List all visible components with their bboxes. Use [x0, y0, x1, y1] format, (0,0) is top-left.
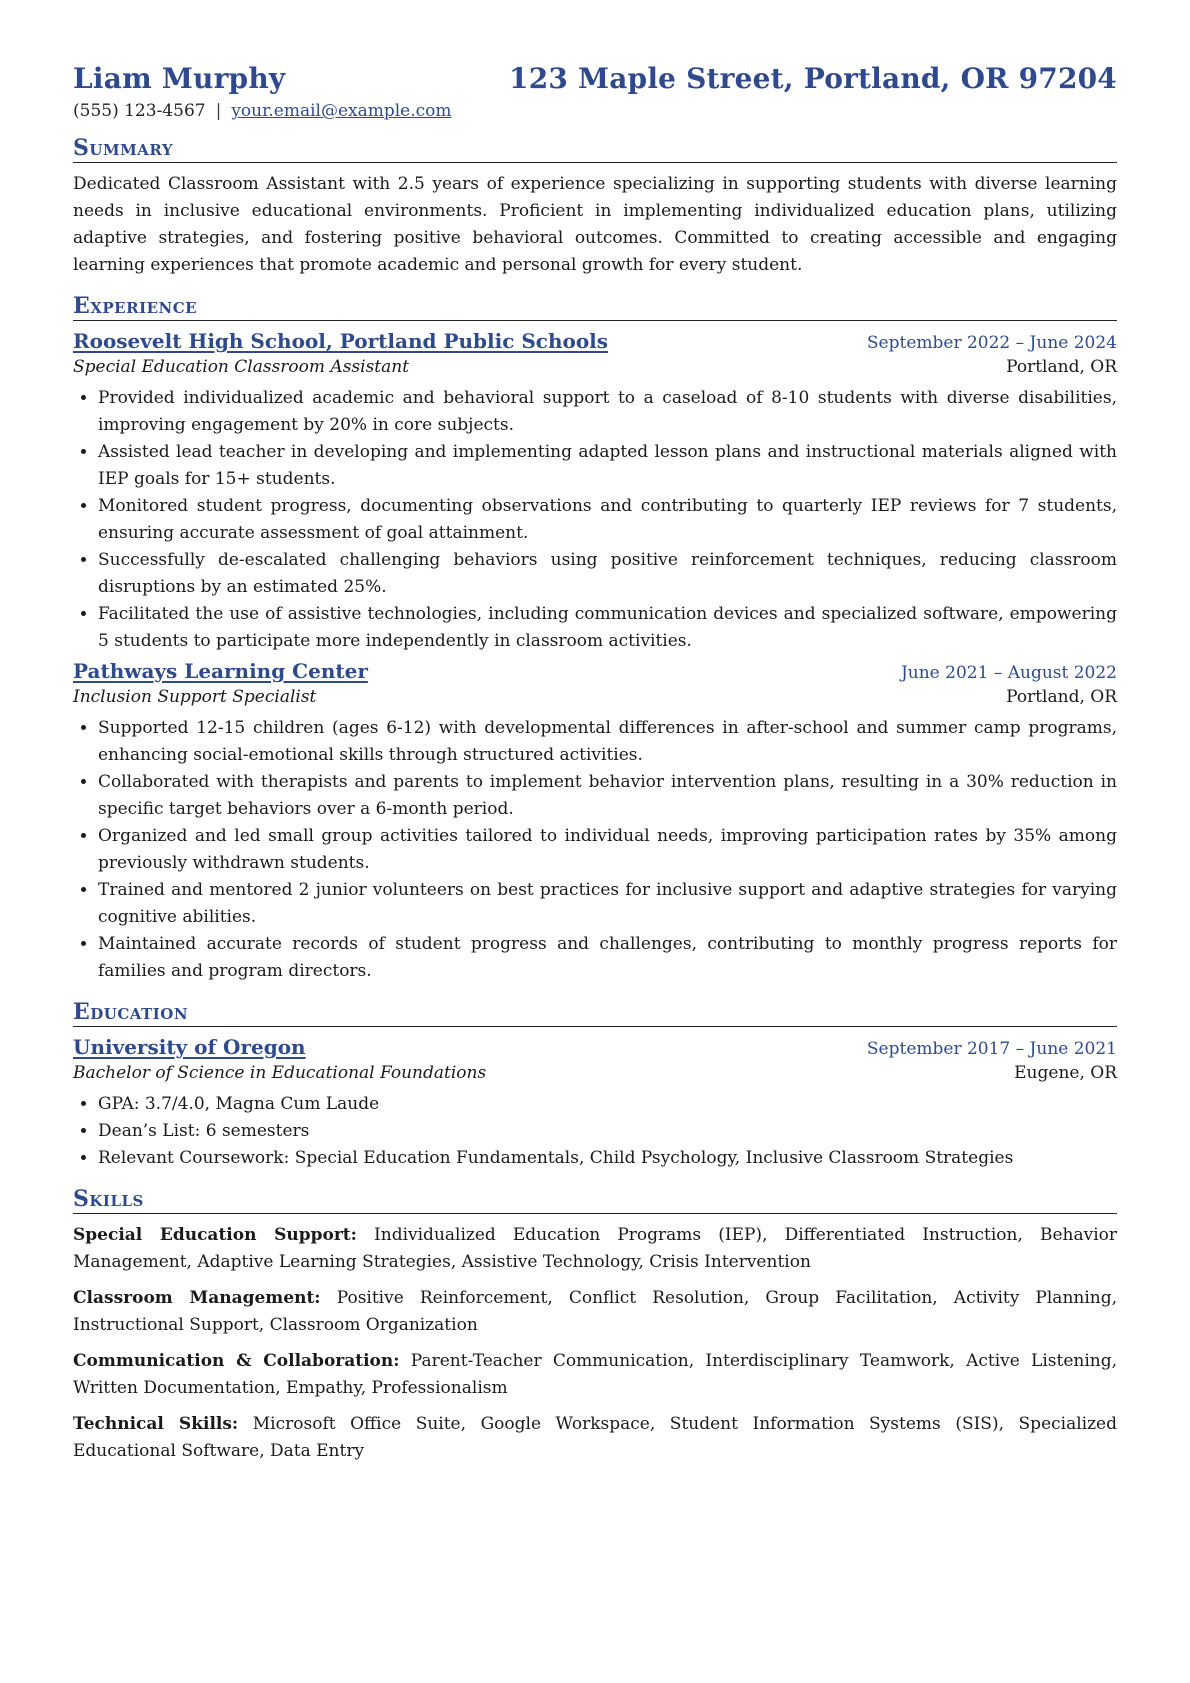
education-entry: [73, 1035, 1117, 1172]
section-title-skills: Skills: [73, 1186, 1117, 1214]
list-item: • Successfully de-escalated challenging behaviors using positive reinforcement techniques, reducing classroom disruptions by an estimated 25%.: [98, 547, 1117, 601]
skill-group-items: Individualized Education Programs (IEP), Differentiated Instruction, Behavior Management, Adaptive Learning Strategies, Assistive Technology, Crisis Intervention: [73, 1225, 1118, 1272]
list-item: • Facilitated the use of assistive technologies, including communication devices and specialized software, empowering 5 students to participate more independently in classroom activities.: [98, 601, 1117, 655]
degree-title: Bachelor of Science in Educational Foundations: [73, 1063, 487, 1083]
contact-separator: |: [215, 101, 222, 121]
section-title-experience: Experience: [73, 293, 1117, 321]
skill-group-label: Communication & Collaboration:: [73, 1351, 400, 1371]
list-item: • Relevant Coursework: Special Education Fundamentals, Child Psychology, Inclusive Classroom Strategies: [98, 1145, 1117, 1172]
school-name[interactable]: University of Oregon: [73, 1035, 306, 1059]
education-dates: September 2017 – June 2021: [866, 1039, 1117, 1059]
list-item: • Collaborated with therapists and parents to implement behavior intervention plans, resulting in a 30% reduction in specific target behaviors over a 6-month period.: [98, 769, 1117, 823]
skill-group: [73, 1285, 1117, 1339]
skill-group-items: Microsoft Office Suite, Google Workspace, Student Information Systems (SIS), Specialized Educational Software, Data Entry: [73, 1414, 1117, 1461]
experience-entry: [73, 659, 1117, 985]
skill-group: [73, 1411, 1117, 1465]
skill-group-label: Special Education Support:: [73, 1225, 357, 1245]
list-item: • Maintained accurate records of student progress and challenges, contributing to monthly progress reports for families and program directors.: [98, 931, 1117, 985]
list-item: • Trained and mentored 2 junior volunteers on best practices for inclusive support and adaptive strategies for varying cognitive abilities.: [98, 877, 1117, 931]
skill-group-items: Parent-Teacher Communication, Interdisciplinary Teamwork, Active Listening, Written Documentation, Empathy, Professionalism: [73, 1351, 1118, 1398]
list-item: • Provided individualized academic and behavioral support to a caseload of 8-10 students with diverse disabilities, improving engagement by 20% in core subjects.: [98, 385, 1117, 439]
list-item: • GPA: 3.7/4.0, Magna Cum Laude: [98, 1091, 1117, 1118]
candidate-address: 123 Maple Street, Portland, OR 97204: [509, 62, 1117, 95]
experience-entry: [73, 329, 1117, 655]
employer-name[interactable]: Pathways Learning Center: [73, 659, 368, 683]
job-title: Inclusion Support Specialist: [73, 687, 317, 707]
job-location: Portland, OR: [1006, 357, 1117, 377]
employment-dates: June 2021 – August 2022: [900, 663, 1117, 683]
list-item: • Organized and led small group activities tailored to individual needs, improving participation rates by 35% among previously withdrawn students.: [98, 823, 1117, 877]
job-location: Portland, OR: [1006, 687, 1117, 707]
list-item: • Dean’s List: 6 semesters: [98, 1118, 1117, 1145]
section-title-summary: Summary: [73, 135, 1117, 163]
list-item: • Monitored student progress, documenting observations and contributing to quarterly IEP reviews for 7 students, ensuring accurate assessment of goal attainment.: [98, 493, 1117, 547]
skill-group: [73, 1222, 1117, 1276]
school-location: Eugene, OR: [1014, 1063, 1117, 1083]
list-item: • Assisted lead teacher in developing and implementing adapted lesson plans and instructional materials aligned with IEP goals for 15+ students.: [98, 439, 1117, 493]
employer-name[interactable]: Roosevelt High School, Portland Public Schools: [73, 329, 609, 353]
list-item: • Supported 12-15 children (ages 6-12) with developmental differences in after-school and summer camp programs, enhancing social-emotional skills through structured activities.: [98, 715, 1117, 769]
skill-group: [73, 1348, 1117, 1402]
achievement-list: [73, 715, 1117, 985]
job-title: Special Education Classroom Assistant: [73, 357, 410, 377]
contact-line: [73, 101, 1117, 121]
achievement-list: [73, 385, 1117, 655]
skills-list: [73, 1222, 1117, 1465]
candidate-name: Liam Murphy: [73, 62, 286, 95]
summary-text: Dedicated Classroom Assistant with 2.5 years of experience specializing in supporting students with diverse learning needs in inclusive educational environments. Proficient in implementing individualized education plans, utilizing adaptive strategies, and fostering positive behavioral outcomes. Committed to creating accessible and engaging learning experiences that promote academic and personal growth for every student.: [73, 174, 1117, 275]
skill-group-items: Positive Reinforcement, Conflict Resolution, Group Facilitation, Activity Planning, Instructional Support, Classroom Organization: [73, 1288, 1118, 1335]
resume-header: [73, 62, 1117, 95]
employment-dates: September 2022 – June 2024: [866, 333, 1117, 353]
section-title-education: Education: [73, 999, 1117, 1027]
skill-group-label: Classroom Management:: [73, 1288, 321, 1308]
email-link[interactable]: your.email@example.com: [231, 101, 452, 121]
education-details-list: [73, 1091, 1117, 1172]
skill-group-label: Technical Skills:: [73, 1414, 239, 1434]
phone-number: (555) 123-4567: [73, 101, 206, 121]
